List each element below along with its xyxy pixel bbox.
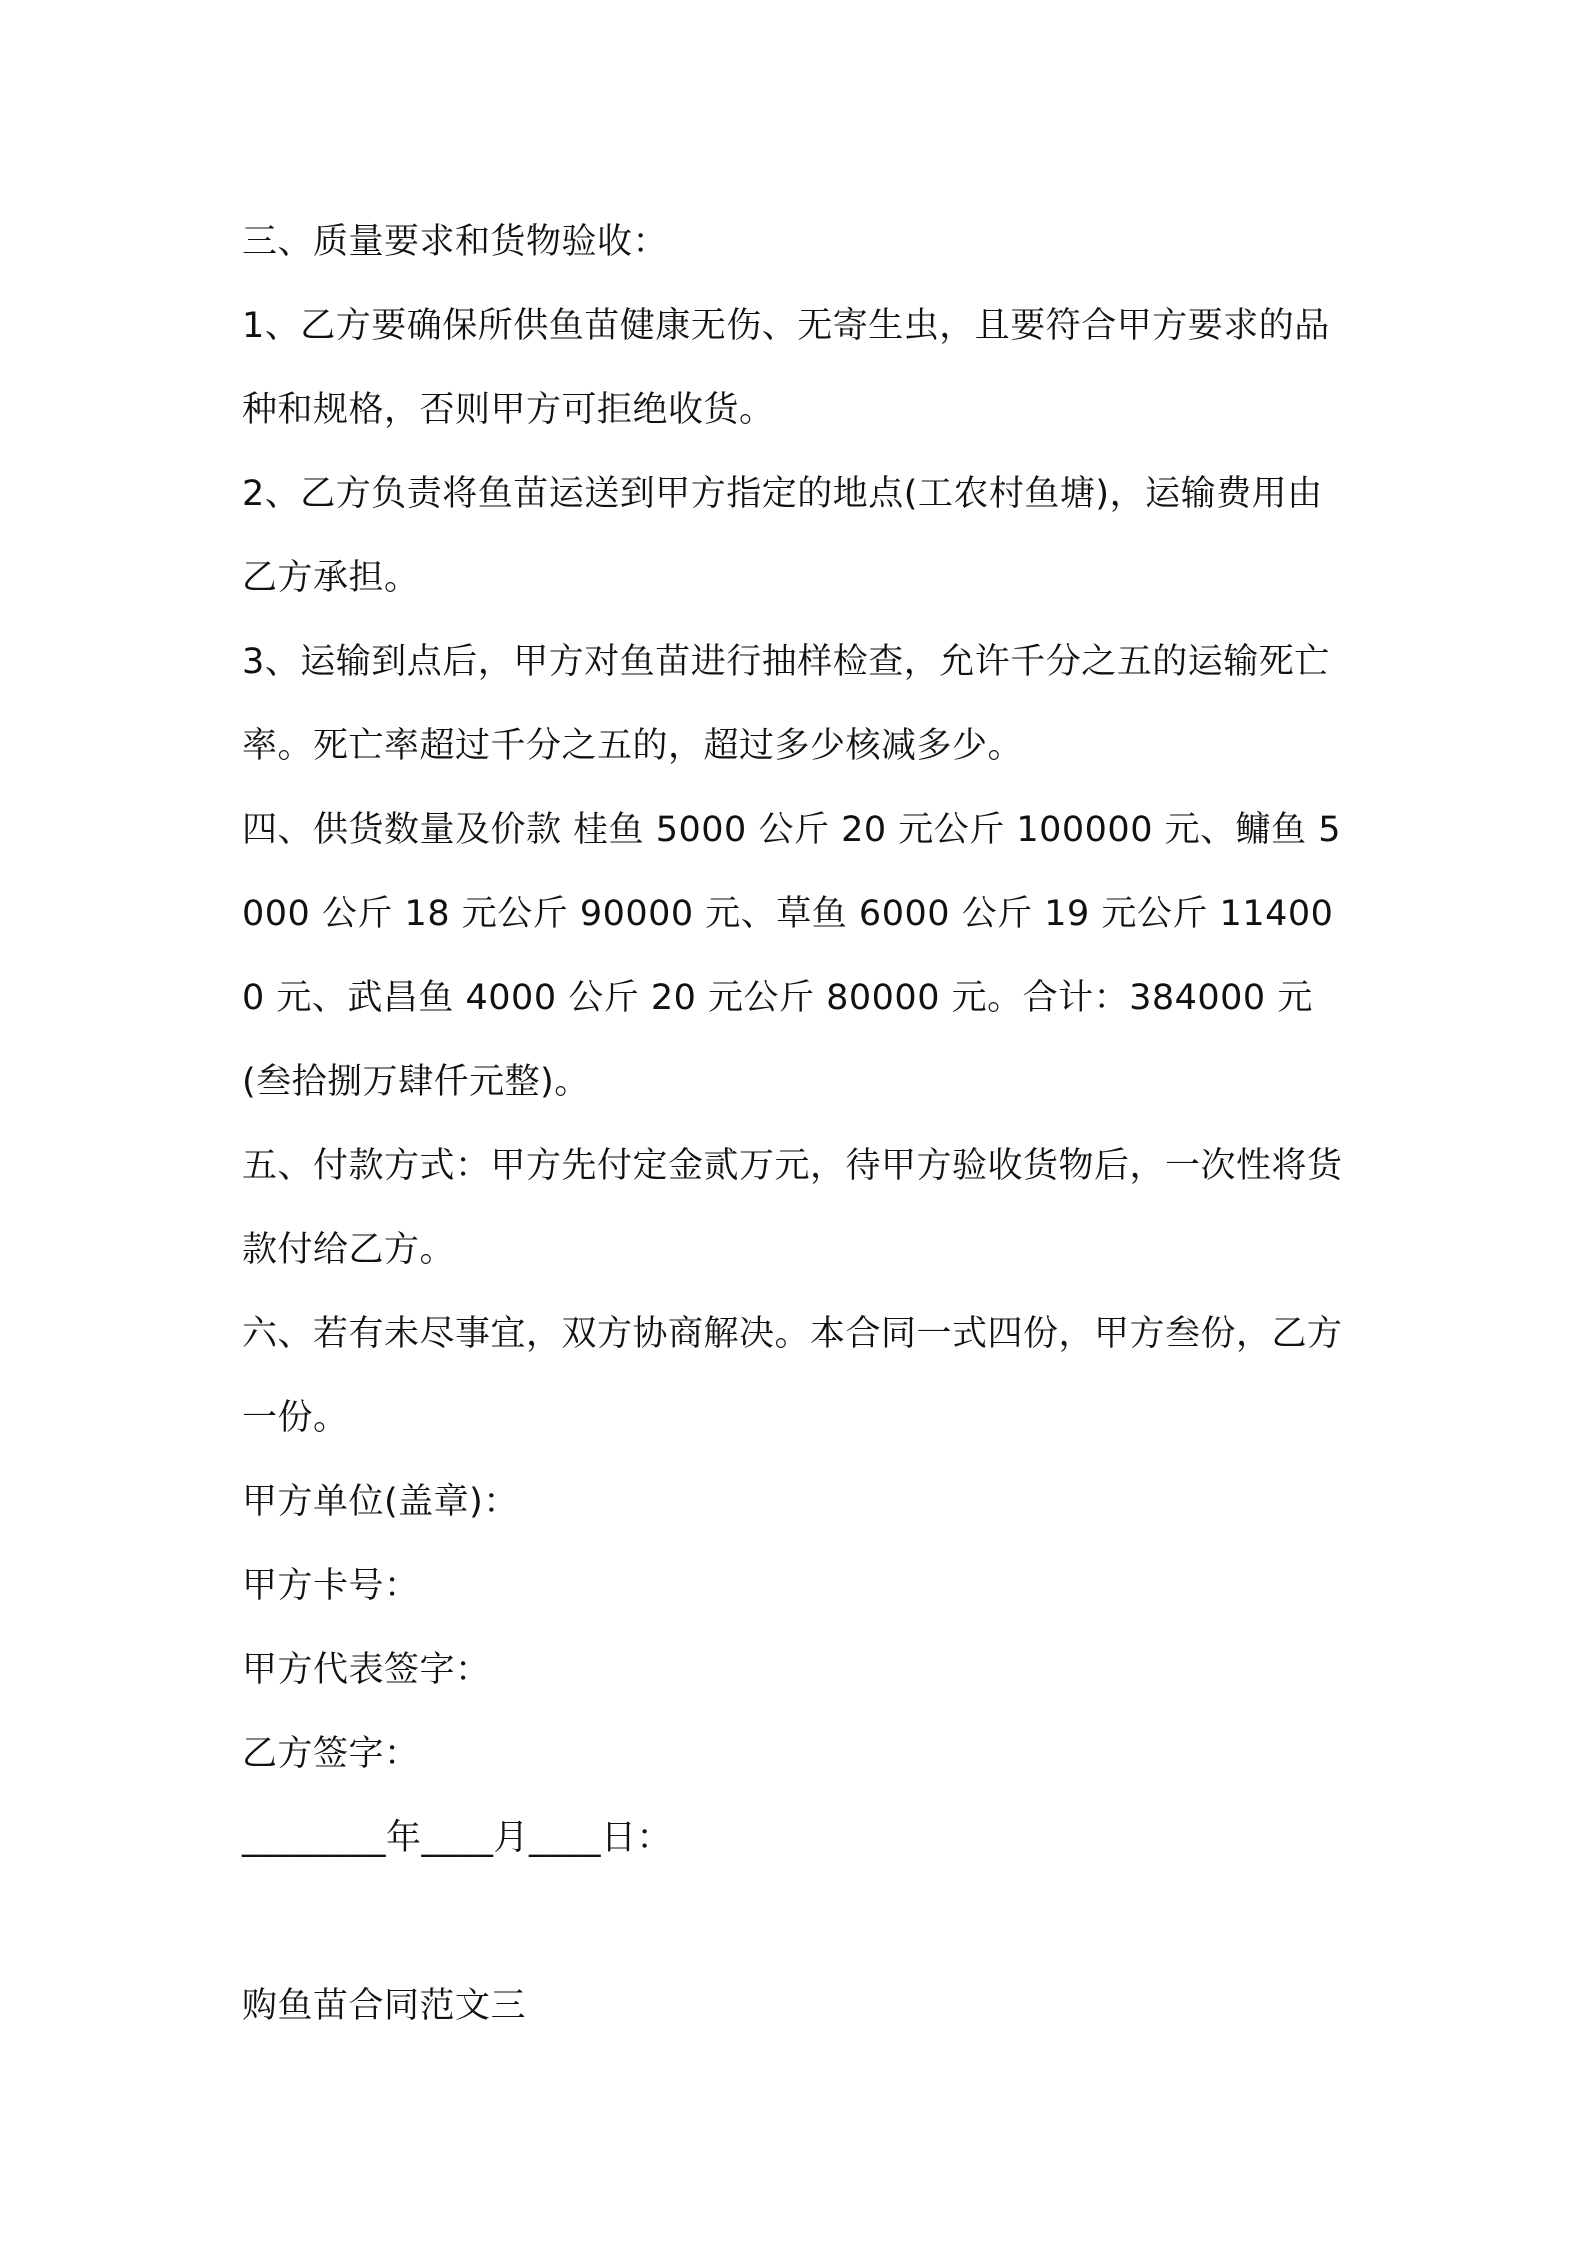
party-a-card-label: 甲方卡号： [242,1566,420,1606]
party-a-rep-label: 甲方代表签字： [242,1650,491,1690]
clause-2-transport: 2、乙方负责将鱼苗运送到甲方指定的地点(工农村鱼塘)，运输费用由乙方承担。 [242,474,1323,598]
section-quantity-price: 四、供货数量及价款 桂鱼 5000 公斤 20 元公斤 100000 元、鳙鱼 5000 公斤 18 元公斤 90000 元、草鱼 6000 公斤 19 元公斤 114000 元、武昌鱼 4000 公斤 20 元公斤 80000 元。合计：384000 元(叁拾捌万肆仟元整)。 [242,810,1341,1102]
spacer [242,1880,1352,1964]
party-a-unit-label: 甲方单位(盖章)： [242,1482,519,1522]
section-heading-quality: 三、质量要求和货物验收： [242,222,669,262]
section-misc: 六、若有未尽事宜，双方协商解决。本合同一式四份，甲方叁份，乙方一份。 [242,1314,1343,1438]
clause-3-inspection: 3、运输到点后，甲方对鱼苗进行抽样检查，允许千分之五的运输死亡率。死亡率超过千分之五的，超过多少核减多少。 [242,642,1330,766]
document-body [242,200,1352,2048]
section-payment: 五、付款方式：甲方先付定金贰万元，待甲方验收货物后，一次性将货款付给乙方。 [242,1146,1343,1270]
date-line: ________年____月____日： [242,1818,673,1858]
party-b-sign-label: 乙方签字： [242,1734,420,1774]
next-section-title: 购鱼苗合同范文三 [242,1986,527,2026]
clause-1-health: 1、乙方要确保所供鱼苗健康无伤、无寄生虫，且要符合甲方要求的品种和规格，否则甲方可拒绝收货。 [242,306,1330,430]
